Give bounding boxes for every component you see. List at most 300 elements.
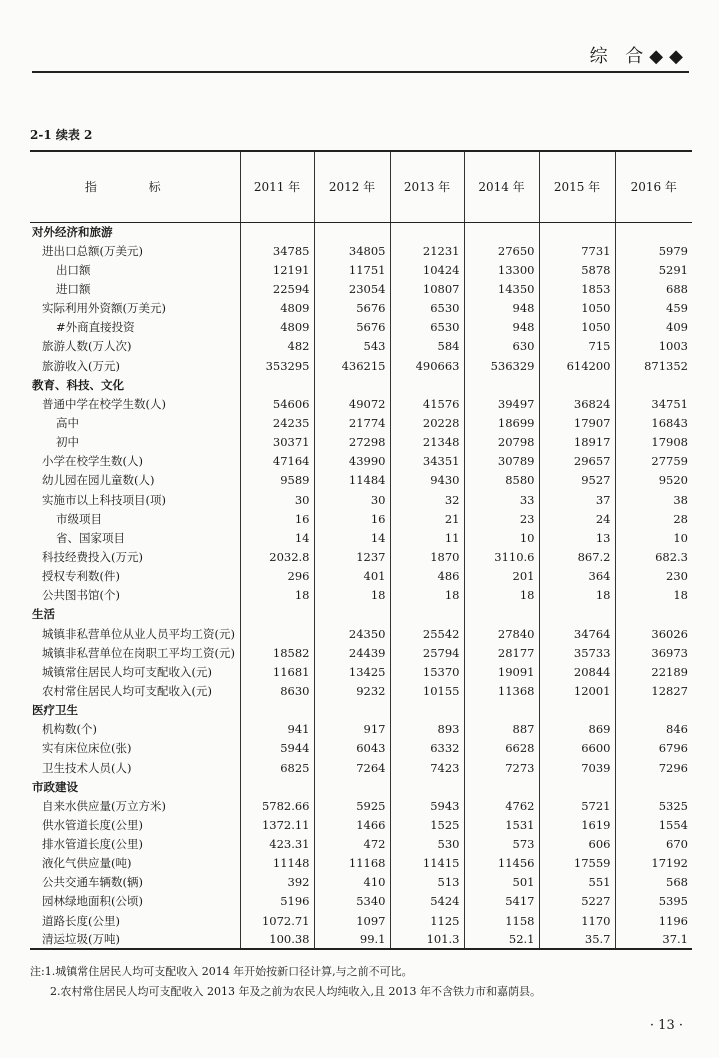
indicator-label: 道路长度(公里) bbox=[42, 913, 120, 928]
table-row bbox=[30, 892, 692, 911]
value-cell bbox=[240, 375, 314, 394]
indicator-label: 科技经费投入(万元) bbox=[42, 549, 143, 564]
table-row bbox=[30, 815, 692, 834]
indicator-label: 农村常住居民人均可支配收入(元) bbox=[42, 683, 212, 698]
table-body bbox=[30, 222, 692, 949]
value-cell: 49072 bbox=[314, 394, 390, 413]
value-cell: 13300 bbox=[464, 260, 539, 279]
value-cell bbox=[464, 701, 539, 720]
category-label: 对外经济和旅游 bbox=[32, 224, 113, 239]
value-cell bbox=[314, 605, 390, 624]
value-cell: 6796 bbox=[615, 739, 692, 758]
value-cell: 5943 bbox=[390, 796, 464, 815]
value-cell: 20844 bbox=[539, 662, 615, 681]
value-cell: 353295 bbox=[240, 356, 314, 375]
column-header-2013: 2013 年 bbox=[390, 151, 464, 222]
table-row bbox=[30, 490, 692, 509]
value-cell bbox=[539, 701, 615, 720]
value-cell: 5340 bbox=[314, 892, 390, 911]
value-cell: 18 bbox=[240, 586, 314, 605]
value-cell: 606 bbox=[539, 835, 615, 854]
value-cell bbox=[314, 701, 390, 720]
value-cell: 39497 bbox=[464, 394, 539, 413]
value-cell: 24439 bbox=[314, 643, 390, 662]
value-cell: 36026 bbox=[615, 624, 692, 643]
value-cell: 5325 bbox=[615, 796, 692, 815]
value-cell: 296 bbox=[240, 567, 314, 586]
table-row bbox=[30, 624, 692, 643]
value-cell: 409 bbox=[615, 318, 692, 337]
value-cell: 4809 bbox=[240, 299, 314, 318]
page-number: · 13 · bbox=[649, 1018, 683, 1033]
value-cell: 18699 bbox=[464, 413, 539, 432]
table-caption: 2-1 续表 2 bbox=[30, 128, 93, 142]
value-cell: 7273 bbox=[464, 758, 539, 777]
indicator-label: 普通中学在校学生数(人) bbox=[42, 396, 166, 411]
value-cell: 3110.6 bbox=[464, 547, 539, 566]
table-row bbox=[30, 835, 692, 854]
value-cell bbox=[390, 222, 464, 241]
indicator-label: 城镇非私营单位在岗职工平均工资(元) bbox=[42, 645, 235, 660]
table-row bbox=[30, 911, 692, 930]
value-cell: 43990 bbox=[314, 452, 390, 471]
value-cell: 410 bbox=[314, 873, 390, 892]
table-row bbox=[30, 433, 692, 452]
value-cell: 23 bbox=[464, 509, 539, 528]
value-cell bbox=[615, 777, 692, 796]
table-row bbox=[30, 528, 692, 547]
value-cell: 9527 bbox=[539, 471, 615, 490]
value-cell: 893 bbox=[390, 720, 464, 739]
value-cell bbox=[539, 375, 615, 394]
value-cell: 7296 bbox=[615, 758, 692, 777]
value-cell: 8580 bbox=[464, 471, 539, 490]
value-cell bbox=[464, 605, 539, 624]
value-cell: 5979 bbox=[615, 241, 692, 260]
value-cell: 11368 bbox=[464, 681, 539, 700]
value-cell: 54606 bbox=[240, 394, 314, 413]
table-row bbox=[30, 279, 692, 298]
value-cell: 472 bbox=[314, 835, 390, 854]
value-cell: 27759 bbox=[615, 452, 692, 471]
value-cell: 867.2 bbox=[539, 547, 615, 566]
value-cell: 11148 bbox=[240, 854, 314, 873]
value-cell: 6332 bbox=[390, 739, 464, 758]
table-row bbox=[30, 509, 692, 528]
value-cell: 1125 bbox=[390, 911, 464, 930]
value-cell: 887 bbox=[464, 720, 539, 739]
value-cell: 5878 bbox=[539, 260, 615, 279]
value-cell: 28 bbox=[615, 509, 692, 528]
table-row bbox=[30, 337, 692, 356]
value-cell: 715 bbox=[539, 337, 615, 356]
value-cell: 1072.71 bbox=[240, 911, 314, 930]
value-cell: 18 bbox=[390, 586, 464, 605]
value-cell: 27650 bbox=[464, 241, 539, 260]
value-cell: 11 bbox=[390, 528, 464, 547]
value-cell bbox=[464, 222, 539, 241]
value-cell bbox=[240, 624, 314, 643]
value-cell: 52.1 bbox=[464, 930, 539, 949]
indicator-label: 高中 bbox=[56, 415, 79, 430]
value-cell: 5417 bbox=[464, 892, 539, 911]
value-cell: 5676 bbox=[314, 318, 390, 337]
indicator-label: 实有床位床位(张) bbox=[42, 741, 132, 756]
value-cell bbox=[390, 375, 464, 394]
value-cell: 7039 bbox=[539, 758, 615, 777]
category-label: 医疗卫生 bbox=[32, 703, 78, 718]
value-cell: 17192 bbox=[615, 854, 692, 873]
value-cell: 513 bbox=[390, 873, 464, 892]
value-cell: 27840 bbox=[464, 624, 539, 643]
indicator-label: 进出口总额(万美元) bbox=[42, 243, 143, 258]
value-cell bbox=[390, 605, 464, 624]
value-cell bbox=[464, 375, 539, 394]
value-cell: 30371 bbox=[240, 433, 314, 452]
category-label: 市政建设 bbox=[32, 779, 78, 794]
footnotes bbox=[30, 962, 541, 1002]
value-cell: 7264 bbox=[314, 758, 390, 777]
value-cell: 4762 bbox=[464, 796, 539, 815]
indicator-label: 初中 bbox=[56, 435, 79, 450]
value-cell: 11484 bbox=[314, 471, 390, 490]
value-cell: 1525 bbox=[390, 815, 464, 834]
value-cell: 682.3 bbox=[615, 547, 692, 566]
value-cell bbox=[615, 605, 692, 624]
value-cell: 24350 bbox=[314, 624, 390, 643]
indicator-label: 旅游收入(万元) bbox=[42, 358, 120, 373]
value-cell: 1466 bbox=[314, 815, 390, 834]
value-cell: 364 bbox=[539, 567, 615, 586]
value-cell: 18917 bbox=[539, 433, 615, 452]
table-row bbox=[30, 720, 692, 739]
value-cell: 846 bbox=[615, 720, 692, 739]
value-cell: 34785 bbox=[240, 241, 314, 260]
value-cell bbox=[615, 222, 692, 241]
value-cell: 614200 bbox=[539, 356, 615, 375]
value-cell bbox=[240, 777, 314, 796]
value-cell: 21 bbox=[390, 509, 464, 528]
value-cell: 5227 bbox=[539, 892, 615, 911]
value-cell: 10 bbox=[615, 528, 692, 547]
value-cell bbox=[539, 605, 615, 624]
section-title: 综 合◆◆ bbox=[589, 46, 689, 67]
value-cell: 1237 bbox=[314, 547, 390, 566]
value-cell: 13425 bbox=[314, 662, 390, 681]
category-label: 教育、科技、文化 bbox=[32, 377, 124, 392]
value-cell: 18582 bbox=[240, 643, 314, 662]
value-cell: 1050 bbox=[539, 299, 615, 318]
value-cell: 30 bbox=[240, 490, 314, 509]
value-cell: 17908 bbox=[615, 433, 692, 452]
value-cell: 22594 bbox=[240, 279, 314, 298]
table-row bbox=[30, 394, 692, 413]
value-cell: 551 bbox=[539, 873, 615, 892]
indicator-label: 自来水供应量(万立方米) bbox=[42, 798, 166, 813]
value-cell: 37 bbox=[539, 490, 615, 509]
value-cell: 436215 bbox=[314, 356, 390, 375]
value-cell: 869 bbox=[539, 720, 615, 739]
value-cell: 25542 bbox=[390, 624, 464, 643]
table-row bbox=[30, 222, 692, 241]
value-cell: 11415 bbox=[390, 854, 464, 873]
column-header-2015: 2015 年 bbox=[539, 151, 615, 222]
value-cell: 9520 bbox=[615, 471, 692, 490]
value-cell: 917 bbox=[314, 720, 390, 739]
table-row bbox=[30, 854, 692, 873]
value-cell: 501 bbox=[464, 873, 539, 892]
table-row bbox=[30, 605, 692, 624]
value-cell bbox=[539, 222, 615, 241]
value-cell: 30789 bbox=[464, 452, 539, 471]
value-cell: 5424 bbox=[390, 892, 464, 911]
value-cell: 9589 bbox=[240, 471, 314, 490]
indicator-label: 实施市以上科技项目(项) bbox=[42, 492, 166, 507]
indicator-label: #外商直接投资 bbox=[56, 320, 135, 335]
value-cell: 24 bbox=[539, 509, 615, 528]
value-cell: 19091 bbox=[464, 662, 539, 681]
indicator-label: 旅游人数(万人次) bbox=[42, 339, 132, 354]
value-cell: 5395 bbox=[615, 892, 692, 911]
value-cell: 13 bbox=[539, 528, 615, 547]
value-cell: 99.1 bbox=[314, 930, 390, 949]
value-cell: 871352 bbox=[615, 356, 692, 375]
indicator-label: 公共图书馆(个) bbox=[42, 588, 120, 603]
value-cell: 38 bbox=[615, 490, 692, 509]
indicator-label: 省、国家项目 bbox=[56, 530, 125, 545]
value-cell: 459 bbox=[615, 299, 692, 318]
value-cell: 32 bbox=[390, 490, 464, 509]
value-cell: 100.38 bbox=[240, 930, 314, 949]
indicator-label: 排水管道长度(公里) bbox=[42, 837, 143, 852]
value-cell bbox=[240, 701, 314, 720]
value-cell: 15370 bbox=[390, 662, 464, 681]
table-row bbox=[30, 701, 692, 720]
value-cell: 14350 bbox=[464, 279, 539, 298]
indicator-label: 供水管道长度(公里) bbox=[42, 817, 143, 832]
table-row bbox=[30, 758, 692, 777]
value-cell: 1619 bbox=[539, 815, 615, 834]
value-cell: 14 bbox=[314, 528, 390, 547]
value-cell: 10 bbox=[464, 528, 539, 547]
value-cell: 1170 bbox=[539, 911, 615, 930]
value-cell: 423.31 bbox=[240, 835, 314, 854]
indicator-label: 城镇常住居民人均可支配收入(元) bbox=[42, 664, 212, 679]
value-cell: 6628 bbox=[464, 739, 539, 758]
value-cell bbox=[314, 777, 390, 796]
value-cell: 5925 bbox=[314, 796, 390, 815]
statistics-table bbox=[30, 150, 692, 950]
value-cell: 1870 bbox=[390, 547, 464, 566]
value-cell: 16 bbox=[240, 509, 314, 528]
value-cell bbox=[314, 375, 390, 394]
value-cell: 101.3 bbox=[390, 930, 464, 949]
value-cell bbox=[615, 701, 692, 720]
table-header-row bbox=[30, 151, 692, 222]
value-cell: 530 bbox=[390, 835, 464, 854]
value-cell: 34751 bbox=[615, 394, 692, 413]
value-cell: 1097 bbox=[314, 911, 390, 930]
value-cell: 584 bbox=[390, 337, 464, 356]
value-cell: 536329 bbox=[464, 356, 539, 375]
value-cell: 573 bbox=[464, 835, 539, 854]
value-cell: 47164 bbox=[240, 452, 314, 471]
value-cell: 6600 bbox=[539, 739, 615, 758]
value-cell: 948 bbox=[464, 299, 539, 318]
value-cell: 10424 bbox=[390, 260, 464, 279]
indicator-label: 公共交通车辆数(辆) bbox=[42, 875, 143, 890]
value-cell: 35.7 bbox=[539, 930, 615, 949]
column-header-2014: 2014 年 bbox=[464, 151, 539, 222]
table-row bbox=[30, 930, 692, 949]
value-cell: 20798 bbox=[464, 433, 539, 452]
value-cell: 1531 bbox=[464, 815, 539, 834]
value-cell bbox=[314, 222, 390, 241]
value-cell: 36973 bbox=[615, 643, 692, 662]
value-cell: 12001 bbox=[539, 681, 615, 700]
value-cell: 5196 bbox=[240, 892, 314, 911]
table-row bbox=[30, 643, 692, 662]
table-row bbox=[30, 299, 692, 318]
value-cell: 28177 bbox=[464, 643, 539, 662]
value-cell: 5291 bbox=[615, 260, 692, 279]
value-cell: 486 bbox=[390, 567, 464, 586]
value-cell: 21231 bbox=[390, 241, 464, 260]
value-cell: 41576 bbox=[390, 394, 464, 413]
footnote-2: 2.农村常住居民人均可支配收入 2013 年及之前为农民人均纯收入,且 2013 年不含铁力市和嘉荫县。 bbox=[50, 985, 541, 998]
table-row bbox=[30, 796, 692, 815]
value-cell: 482 bbox=[240, 337, 314, 356]
value-cell: 34764 bbox=[539, 624, 615, 643]
indicator-label: 市级项目 bbox=[56, 511, 102, 526]
value-cell: 18 bbox=[464, 586, 539, 605]
value-cell: 7731 bbox=[539, 241, 615, 260]
value-cell: 10807 bbox=[390, 279, 464, 298]
value-cell: 7423 bbox=[390, 758, 464, 777]
value-cell bbox=[615, 375, 692, 394]
value-cell: 543 bbox=[314, 337, 390, 356]
value-cell: 201 bbox=[464, 567, 539, 586]
value-cell: 25794 bbox=[390, 643, 464, 662]
value-cell: 14 bbox=[240, 528, 314, 547]
value-cell: 670 bbox=[615, 835, 692, 854]
indicator-label: 出口额 bbox=[56, 262, 91, 277]
value-cell: 630 bbox=[464, 337, 539, 356]
table-row bbox=[30, 452, 692, 471]
table-row bbox=[30, 356, 692, 375]
value-cell: 30 bbox=[314, 490, 390, 509]
value-cell: 2032.8 bbox=[240, 547, 314, 566]
table-row bbox=[30, 567, 692, 586]
value-cell: 18 bbox=[314, 586, 390, 605]
value-cell: 9232 bbox=[314, 681, 390, 700]
value-cell: 29657 bbox=[539, 452, 615, 471]
value-cell: 1196 bbox=[615, 911, 692, 930]
value-cell: 5676 bbox=[314, 299, 390, 318]
value-cell bbox=[539, 777, 615, 796]
column-header-indicator: 指 标 bbox=[30, 151, 240, 222]
value-cell: 568 bbox=[615, 873, 692, 892]
value-cell: 1158 bbox=[464, 911, 539, 930]
value-cell: 6530 bbox=[390, 318, 464, 337]
table-row bbox=[30, 681, 692, 700]
table-row bbox=[30, 586, 692, 605]
value-cell: 1372.11 bbox=[240, 815, 314, 834]
table-row bbox=[30, 471, 692, 490]
table-row bbox=[30, 413, 692, 432]
value-cell: 1853 bbox=[539, 279, 615, 298]
column-header-2011: 2011 年 bbox=[240, 151, 314, 222]
value-cell: 27298 bbox=[314, 433, 390, 452]
value-cell: 392 bbox=[240, 873, 314, 892]
table-row bbox=[30, 777, 692, 796]
table-row bbox=[30, 241, 692, 260]
value-cell: 33 bbox=[464, 490, 539, 509]
category-label: 生活 bbox=[32, 607, 55, 622]
indicator-label: 清运垃圾(万吨) bbox=[30, 930, 240, 949]
value-cell: 21348 bbox=[390, 433, 464, 452]
value-cell: 18 bbox=[539, 586, 615, 605]
indicator-label: 小学在校学生数(人) bbox=[42, 454, 143, 469]
table-row bbox=[30, 375, 692, 394]
value-cell: 5782.66 bbox=[240, 796, 314, 815]
indicator-label: 液化气供应量(吨) bbox=[42, 856, 132, 871]
value-cell: 688 bbox=[615, 279, 692, 298]
indicator-label: 幼儿园在园儿童数(人) bbox=[42, 473, 155, 488]
column-header-2016: 2016 年 bbox=[615, 151, 692, 222]
value-cell: 5944 bbox=[240, 739, 314, 758]
value-cell: 17907 bbox=[539, 413, 615, 432]
value-cell: 35733 bbox=[539, 643, 615, 662]
indicator-label: 授权专利数(件) bbox=[42, 569, 120, 584]
table-row bbox=[30, 739, 692, 758]
value-cell: 401 bbox=[314, 567, 390, 586]
value-cell: 941 bbox=[240, 720, 314, 739]
value-cell: 37.1 bbox=[615, 930, 692, 949]
value-cell: 23054 bbox=[314, 279, 390, 298]
value-cell: 11168 bbox=[314, 854, 390, 873]
value-cell: 1050 bbox=[539, 318, 615, 337]
value-cell bbox=[390, 777, 464, 796]
indicator-label: 实际利用外资额(万美元) bbox=[42, 301, 166, 316]
value-cell: 8630 bbox=[240, 681, 314, 700]
value-cell: 490663 bbox=[390, 356, 464, 375]
value-cell: 1554 bbox=[615, 815, 692, 834]
value-cell: 16 bbox=[314, 509, 390, 528]
value-cell: 10155 bbox=[390, 681, 464, 700]
value-cell: 22189 bbox=[615, 662, 692, 681]
table-row bbox=[30, 318, 692, 337]
footnote-1: 注:1.城镇常住居民人均可支配收入 2014 年开始按新口径计算,与之前不可比。 bbox=[30, 965, 413, 978]
value-cell: 21774 bbox=[314, 413, 390, 432]
table-row bbox=[30, 547, 692, 566]
table-row bbox=[30, 873, 692, 892]
value-cell: 6043 bbox=[314, 739, 390, 758]
value-cell: 16843 bbox=[615, 413, 692, 432]
indicator-label: 园林绿地面积(公顷) bbox=[42, 894, 143, 909]
indicator-label: 机构数(个) bbox=[42, 722, 97, 737]
indicator-label: 进口额 bbox=[56, 281, 91, 296]
value-cell: 11751 bbox=[314, 260, 390, 279]
value-cell: 230 bbox=[615, 567, 692, 586]
value-cell bbox=[390, 701, 464, 720]
value-cell: 9430 bbox=[390, 471, 464, 490]
value-cell bbox=[240, 605, 314, 624]
value-cell: 5721 bbox=[539, 796, 615, 815]
value-cell: 34351 bbox=[390, 452, 464, 471]
value-cell: 4809 bbox=[240, 318, 314, 337]
indicator-label: 卫生技术人员(人) bbox=[42, 760, 132, 775]
